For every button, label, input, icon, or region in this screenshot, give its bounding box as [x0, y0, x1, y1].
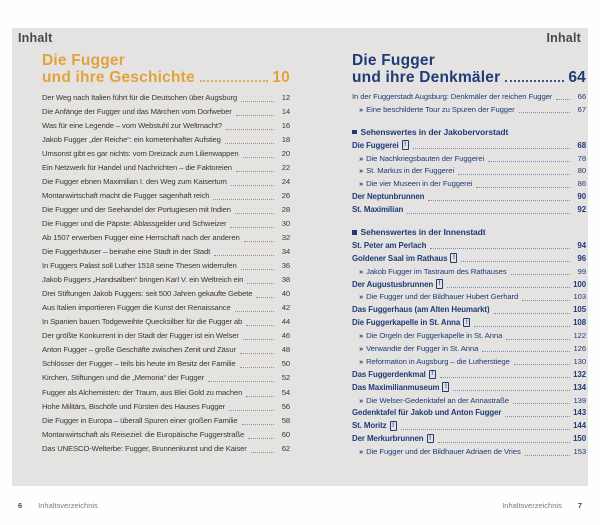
toc-entry-text: Goldener Saal im Rathaus: [352, 253, 448, 263]
toc-entry-page: 60: [281, 429, 290, 439]
sub-arrow-icon: »: [359, 166, 364, 176]
dot-leader: [488, 161, 570, 162]
toc-entry-text: Jakob Fugger „der Reiche“: ein kometenhafter Aufstieg: [42, 134, 221, 144]
toc-entry-page: 34: [281, 247, 290, 257]
toc-entry-text: Das UNESCO-Welterbe: Fugger, Brunnenkunst und die Kaiser: [42, 443, 247, 453]
toc-entry-page: 92: [577, 205, 586, 215]
chapter-page-number: 64: [568, 69, 586, 86]
toc-entry: [352, 316, 586, 329]
toc-entry: [352, 445, 586, 458]
toc-entry: [42, 90, 290, 104]
dot-leader: [461, 261, 570, 262]
toc-entry-page: 40: [281, 289, 290, 299]
toc-entry: [352, 90, 586, 103]
toc-entry-text: Die Fuggerhäuser – beinahe eine Stadt in der Stadt: [42, 247, 211, 257]
dot-leader: [505, 416, 570, 417]
footer: [0, 501, 600, 515]
dot-leader: [458, 174, 570, 175]
toc-entry: [42, 441, 290, 455]
dot-leader: [401, 429, 570, 430]
toc-entry-page: 58: [281, 415, 290, 425]
footer-right: [502, 501, 582, 510]
sight-badge-icon: !: [436, 279, 443, 289]
toc-entry: [42, 385, 290, 399]
toc-entry-page: 66: [577, 91, 586, 101]
section-title: Sehenswertes in der Innenstadt: [360, 227, 486, 238]
sight-badge-icon: !: [463, 318, 470, 328]
toc-entry-page: 14: [281, 106, 290, 116]
sight-badge-icon: !: [427, 434, 434, 444]
toc-entry-text: Kirchen, Stiftungen und die „Memoria“ der Fugger: [42, 373, 205, 383]
dot-leader: [229, 410, 274, 411]
page-header-right: Inhalt: [546, 31, 581, 45]
toc-entry-page: 42: [281, 303, 290, 313]
footer-label: Inhaltsverzeichnis: [502, 501, 562, 510]
dot-leader: [256, 297, 274, 298]
toc-entry-text: In Fuggers Palast soll Luther 1518 seine Thesen widerrufen: [42, 261, 237, 271]
toc-entry-text: Jakob Fugger im Tastraum des Rathauses: [366, 266, 507, 276]
dot-leader: [514, 364, 570, 365]
toc-entry-text: Die Fugger ebnen Maximilian I. den Weg zum Kaisertum: [42, 176, 227, 186]
dot-leader: [453, 390, 570, 391]
toc-entry-page: 99: [577, 266, 586, 276]
toc-entry: [352, 164, 586, 177]
dot-leader: [242, 424, 274, 425]
dot-leader: [513, 403, 570, 404]
dot-leader: [246, 396, 274, 397]
toc-entry: [42, 343, 290, 357]
sub-arrow-icon: »: [359, 395, 364, 405]
dot-leader: [200, 80, 269, 82]
toc-entry-text: Die Fugger in Europa – überall Spuren einer großen Familie: [42, 415, 238, 425]
toc-entry-text: Aus Italien importieren Fugger die Kunst der Renaissance: [42, 303, 231, 313]
toc-entry-text: Der Augustusbrunnen: [352, 279, 434, 289]
toc-entry-page: 105: [573, 305, 586, 315]
dot-leader: [506, 339, 570, 340]
toc-entry-text: Verwandte der Fugger in St. Anna: [366, 343, 479, 353]
toc-entry-page: 153: [573, 447, 586, 457]
sight-badge-icon: !: [450, 253, 457, 263]
toc-entry-page: 38: [281, 275, 290, 285]
toc-entry-text: Reformation in Augsburg – die Lutherstiege: [366, 356, 510, 366]
toc-entry-text: Was für eine Legende – vom Webstuhl zur Weltmacht?: [42, 120, 222, 130]
toc-entry-text: Die Fuggerkapelle in St. Anna: [352, 318, 461, 328]
toc-entry-text: Jakob Fuggers „Handsalben“ bringen Karl V. ein Weltreich ein: [42, 275, 244, 285]
footer-label: Inhaltsverzeichnis: [38, 501, 98, 510]
toc-entry: [42, 427, 290, 441]
toc-entry: [352, 103, 586, 116]
page-number: 7: [577, 501, 582, 510]
toc-entry-text: Die Nachkriegsbauten der Fuggerei: [366, 153, 485, 163]
section-bullet-icon: [352, 130, 357, 135]
toc-entry-page: 78: [577, 153, 586, 163]
dot-leader: [235, 213, 274, 214]
toc-entry: [352, 139, 586, 152]
toc-entry: [42, 188, 290, 202]
toc-entry-page: 96: [577, 253, 586, 263]
toc-entry: [352, 203, 586, 216]
toc-entry-page: 18: [281, 134, 290, 144]
toc-entry-page: 100: [573, 279, 586, 289]
sub-arrow-icon: »: [359, 266, 364, 276]
toc-entry: [352, 394, 586, 407]
toc-entry: [352, 290, 586, 303]
chapter-page-number: 10: [272, 69, 290, 86]
dot-leader: [240, 353, 274, 354]
toc-entry-page: 86: [577, 179, 586, 189]
toc-entry: [42, 230, 290, 244]
toc-entry-text: Fugger als Alchemisten: der Traum, aus Blei Gold zu machen: [42, 387, 243, 397]
toc-entry-text: Das Fuggerdenkmal: [352, 369, 426, 379]
toc-entry: [42, 132, 290, 146]
dot-leader: [240, 367, 274, 368]
toc-entry: [42, 202, 290, 216]
toc-entry-text: Die Fuggerei: [352, 140, 399, 150]
dot-leader: [511, 274, 570, 275]
toc-entry: [42, 301, 290, 315]
toc-entry-page: 46: [281, 331, 290, 341]
dot-leader: [413, 148, 570, 149]
dot-leader: [428, 200, 570, 201]
toc-entry-text: Drei Stiftungen Jakob Fuggers: seit 500 Jahren gekaufte Gebete: [42, 289, 253, 299]
toc-entry-page: 126: [573, 343, 586, 353]
toc-entry-page: 30: [281, 218, 290, 228]
dot-leader: [525, 455, 570, 456]
sight-badge-icon: !: [429, 370, 436, 380]
chapter-title-line1: Die Fugger: [42, 52, 125, 69]
chapter-title-line2: und ihre Denkmäler: [352, 69, 501, 86]
sub-arrow-icon: »: [359, 292, 364, 302]
toc-entry-page: 36: [281, 261, 290, 271]
toc-entry-page: 52: [281, 373, 290, 383]
dot-leader: [494, 313, 571, 314]
footer-left: [18, 501, 98, 510]
toc-entry: [42, 399, 290, 413]
dot-leader: [243, 339, 274, 340]
toc-entry-page: 54: [281, 387, 290, 397]
toc-entry-text: Der Weg nach Italien führt für die Deutschen über Augsburg: [42, 92, 237, 102]
sub-arrow-icon: »: [359, 331, 364, 341]
toc-entry: [352, 381, 586, 394]
toc-entry: [352, 432, 586, 445]
sub-arrow-icon: »: [359, 179, 364, 189]
toc-entry-page: 20: [281, 148, 290, 158]
dot-leader: [519, 112, 570, 113]
dot-leader: [447, 287, 570, 288]
toc-entry: [42, 118, 290, 132]
toc-entry-page: 108: [573, 318, 586, 328]
toc-entry-page: 56: [281, 401, 290, 411]
toc-entry: [42, 146, 290, 160]
toc-entry-page: 134: [573, 382, 586, 392]
toc-entry-text: St. Peter am Perlach: [352, 240, 427, 250]
toc-entry-page: 62: [281, 443, 290, 453]
section-title: Sehenswertes in der Jakobervorstadt: [360, 127, 509, 138]
toc-entry: [42, 174, 290, 188]
toc-entry: [42, 216, 290, 230]
toc-entry-text: Die Fugger und der Seehandel der Portugiesen mit Indien: [42, 204, 231, 214]
dot-leader: [214, 255, 274, 256]
dot-leader: [243, 157, 274, 158]
dot-leader: [241, 269, 274, 270]
dot-leader: [230, 227, 274, 228]
dot-leader: [430, 248, 570, 249]
toc-entry-page: 122: [573, 331, 586, 341]
toc-entry-text: Umsonst gibt es gar nichts: vom Dreizack zum Lilienwappen: [42, 148, 239, 158]
dot-leader: [476, 187, 570, 188]
sub-arrow-icon: »: [359, 447, 364, 457]
toc-entry-page: 16: [281, 120, 290, 130]
right-chapter-title: [352, 52, 586, 86]
sub-arrow-icon: »: [359, 153, 364, 163]
toc-entry-text: Die vier Museen in der Fuggerei: [366, 179, 473, 189]
sub-arrow-icon: »: [359, 343, 364, 353]
toc-entry-page: 150: [573, 434, 586, 444]
toc-entry-page: 68: [577, 140, 586, 150]
toc-entry-text: Eine beschilderte Tour zu Spuren der Fugger: [366, 104, 515, 114]
toc-entry-text: Das Maximilianmuseum: [352, 382, 440, 392]
dot-leader: [248, 438, 274, 439]
toc-entry: [352, 342, 586, 355]
dot-leader: [251, 452, 274, 453]
toc-entry-text: Der größte Konkurrent in der Stadt der Fugger ist ein Welser: [42, 331, 239, 341]
toc-entry: [42, 357, 290, 371]
toc-entry: [42, 329, 290, 343]
toc-entry-page: 50: [281, 359, 290, 369]
toc-entry: [42, 287, 290, 301]
dot-leader: [241, 101, 274, 102]
dot-leader: [225, 143, 274, 144]
dot-leader: [213, 199, 274, 200]
toc-entry-page: 90: [577, 192, 586, 202]
dot-leader: [246, 325, 274, 326]
toc-entry-text: In Spanien bauen Todgeweihte Quecksilber für die Fugger ab: [42, 317, 243, 327]
dot-leader: [556, 99, 570, 100]
toc-entry: [352, 152, 586, 165]
toc-entry: [42, 273, 290, 287]
toc-entry: [352, 303, 586, 316]
dot-leader: [247, 283, 274, 284]
right-toc-list: [352, 90, 586, 458]
toc-entry: [352, 177, 586, 190]
toc-entry-page: 67: [577, 104, 586, 114]
toc-entry-text: Die Anfänge der Fugger und das Märchen vom Dorfweber: [42, 106, 232, 116]
chapter-title-line2: und ihre Geschichte: [42, 69, 195, 86]
dot-leader: [482, 351, 570, 352]
toc-entry-page: 26: [281, 190, 290, 200]
left-toc-list: [42, 90, 290, 455]
toc-entry-text: St. Markus in der Fuggerei: [366, 166, 455, 176]
toc-entry-text: Die Welser-Gedenktafel an der Annastraße: [366, 395, 509, 405]
toc-entry: [352, 368, 586, 381]
toc-entry-text: Der Merkurbrunnen: [352, 434, 424, 444]
toc-entry-page: 143: [573, 408, 586, 418]
dot-leader: [407, 213, 570, 214]
toc-entry: [42, 259, 290, 273]
dot-leader: [208, 381, 274, 382]
toc-entry-text: Die Fugger und der Bildhauer Hubert Gerhard: [366, 292, 519, 302]
page-number: 6: [18, 501, 23, 510]
toc-entry: [352, 239, 586, 252]
toc-entry-page: 94: [577, 240, 586, 250]
toc-entry: [42, 104, 290, 118]
dot-leader: [438, 442, 570, 443]
dot-leader: [231, 185, 274, 186]
dot-leader: [505, 80, 564, 82]
sight-badge-icon: !: [402, 140, 409, 150]
toc-entry-text: Der Neptunbrunnen: [352, 192, 425, 202]
toc-entry-text: Gedenktafel für Jakob und Anton Fugger: [352, 408, 502, 418]
toc-entry-page: 24: [281, 176, 290, 186]
toc-entry-page: 80: [577, 166, 586, 176]
toc-entry: [352, 190, 586, 203]
toc-entry-page: 139: [573, 395, 586, 405]
toc-entry-page: 48: [281, 345, 290, 355]
sight-badge-icon: !: [390, 421, 397, 431]
section-bullet-icon: [352, 230, 357, 235]
contents-spread: [12, 28, 588, 486]
toc-entry: [352, 329, 586, 342]
toc-entry-text: Anton Fugger – große Geschäfte zwischen Zenit und Zäsur: [42, 345, 236, 355]
toc-entry-text: Schlösser der Fugger – teils bis heute im Besitz der Familie: [42, 359, 236, 369]
sub-arrow-icon: »: [359, 356, 364, 366]
toc-entry: [42, 413, 290, 427]
toc-entry-page: 44: [281, 317, 290, 327]
toc-entry-text: St. Maximilian: [352, 205, 404, 215]
toc-entry-page: 103: [573, 292, 586, 302]
toc-entry-page: 144: [573, 421, 586, 431]
toc-entry-text: Die Fugger und die Päpste: Ablassgelder und Schweizer: [42, 218, 227, 228]
toc-entry-page: 28: [281, 204, 290, 214]
dot-leader: [522, 300, 570, 301]
toc-section-header: [352, 226, 586, 239]
page-header-left: Inhalt: [18, 31, 53, 45]
toc-entry-text: Die Orgeln der Fuggerkapelle in St. Anna: [366, 331, 503, 341]
dot-leader: [235, 311, 274, 312]
dot-leader: [474, 326, 570, 327]
toc-entry-page: 32: [281, 232, 290, 242]
toc-entry-page: 132: [573, 369, 586, 379]
toc-entry: [42, 160, 290, 174]
dot-leader: [226, 129, 274, 130]
toc-entry-text: Ab 1507 erwerben Fugger eine Herrschaft nach der anderen: [42, 232, 240, 242]
toc-entry-page: 12: [281, 92, 290, 102]
toc-entry-text: Ein Netzwerk für Handel und Nachrichten – die Faktoreien: [42, 162, 232, 172]
toc-entry: [352, 419, 586, 432]
toc-entry: [42, 315, 290, 329]
toc-entry: [42, 371, 290, 385]
dot-leader: [244, 241, 274, 242]
toc-entry-text: Die Fugger und der Bildhauer Adriaen de Vries: [366, 447, 521, 457]
toc-entry-text: Hohe Militärs, Bischöfe und Fürsten des Hauses Fugger: [42, 401, 226, 411]
toc-entry: [352, 406, 586, 419]
toc-entry-text: Montanwirtschaft als Reiseziel: die Europäische Fuggerstraße: [42, 429, 245, 439]
dot-leader: [236, 171, 274, 172]
toc-entry-text: Das Fuggerhaus (am Alten Heumarkt): [352, 305, 490, 315]
toc-entry: [352, 265, 586, 278]
chapter-title-line1: Die Fugger: [352, 52, 435, 69]
toc-entry: [352, 252, 586, 265]
dot-leader: [440, 377, 570, 378]
toc-entry-text: Montanwirtschaft macht die Fugger sagenhaft reich: [42, 190, 210, 200]
toc-entry-page: 130: [573, 356, 586, 366]
left-column: [42, 52, 290, 455]
sight-badge-icon: !: [442, 382, 449, 392]
right-column: [352, 52, 586, 458]
left-chapter-title: [42, 52, 290, 86]
dot-leader: [236, 115, 274, 116]
sub-arrow-icon: »: [359, 104, 364, 114]
toc-entry-text: In der Fuggerstadt Augsburg: Denkmäler der reichen Fugger: [352, 91, 553, 101]
toc-entry: [352, 355, 586, 368]
toc-entry: [42, 245, 290, 259]
toc-entry-text: St. Moritz: [352, 421, 387, 431]
toc-section-header: [352, 126, 586, 139]
toc-entry-page: 22: [281, 162, 290, 172]
toc-entry: [352, 278, 586, 291]
